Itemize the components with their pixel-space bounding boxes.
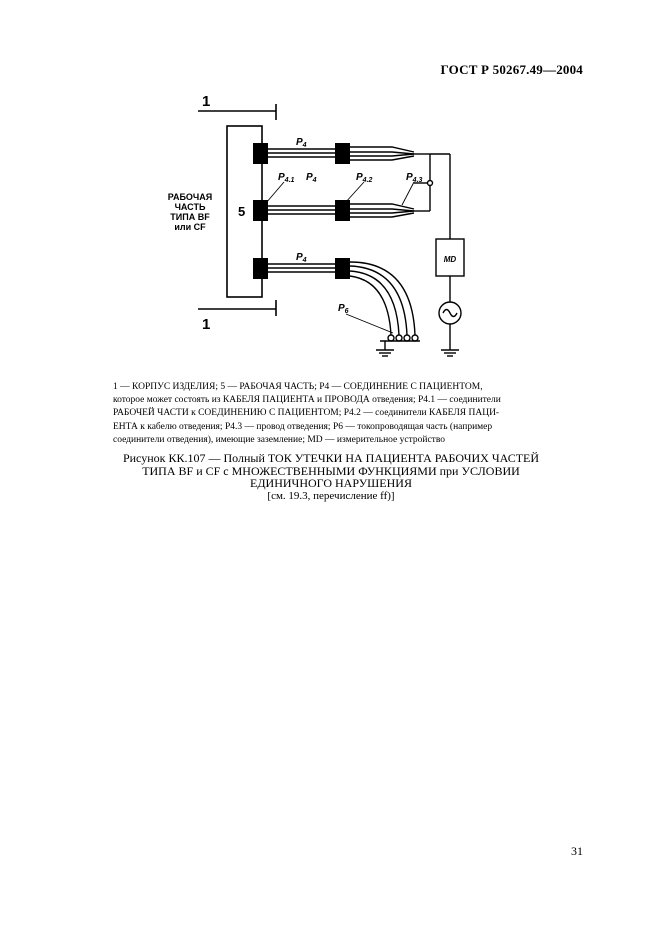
md-label: MD — [443, 255, 457, 264]
ac-source-icon — [439, 302, 461, 324]
enclosure-label-bottom: 1 — [202, 316, 211, 333]
enclosure-bottom — [198, 300, 276, 316]
legend-line: соединители отведения), имеющие заземление; MD — измерительное устройство — [113, 434, 445, 445]
label-p4-mid: $P_4$ — [306, 172, 317, 184]
svg-text:РАБОЧАЯ: РАБОЧАЯ — [167, 192, 213, 202]
connector-p42-top — [335, 143, 350, 164]
figure-caption — [108, 452, 554, 502]
connector-p41-top — [253, 143, 268, 164]
applied-part-number: 5 — [238, 204, 246, 219]
legend-line: 1 — КОРПУС ИЗДЕЛИЯ; 5 — РАБОЧАЯ ЧАСТЬ; P4 — СОЕДИНЕНИЕ С ПАЦИЕНТОМ, — [113, 382, 483, 392]
svg-text:ЧАСТЬ: ЧАСТЬ — [174, 202, 206, 212]
connector-p42-mid — [335, 200, 350, 221]
svg-text:или CF: или CF — [174, 222, 206, 232]
label-p42: $P_{4.2}$ — [356, 172, 373, 184]
label-p43: $P_{4.3}$ — [406, 172, 423, 184]
legend-line: которое может состоять из КАБЕЛЯ ПАЦИЕНТА и ПРОВОДА отведения; P4.1 — соединители — [113, 395, 501, 406]
page-number: 31 — [571, 844, 583, 858]
legend-line: РАБОЧЕЙ ЧАСТИ к СОЕДИНЕНИЮ С ПАЦИЕНТОМ; P4.2 — соединители КАБЕЛЯ ПАЦИ- — [113, 408, 500, 419]
standard-header: ГОСТ Р 50267.49—2004 — [440, 62, 583, 77]
label-p41: $P_{4.1}$ — [278, 172, 295, 184]
connector-p41-bottom — [253, 258, 268, 279]
leakage-current-diagram — [0, 0, 661, 380]
connector-p42-bottom — [335, 258, 350, 279]
caption-reference: [см. 19.3, перечисление ff)] — [267, 489, 395, 502]
connection-labels — [278, 137, 423, 315]
ground-icon-left — [376, 341, 394, 356]
label-p6: $P_6$ — [338, 303, 349, 315]
connector-p41-mid — [253, 200, 268, 221]
legend-line: ЕНТА к кабелю отведения; P4.3 — провод отведения; P6 — токопроводящая часть (например — [113, 421, 493, 432]
enclosure-label-top: 1 — [202, 93, 211, 110]
figure-legend — [113, 381, 549, 447]
caption-line: ТИПА BF и CF с МНОЖЕСТВЕННЫМИ ФУНКЦИЯМИ при УСЛОВИИ — [142, 463, 520, 478]
ground-icon-right — [441, 350, 459, 356]
svg-text:ТИПА BF: ТИПА BF — [170, 212, 210, 222]
caption-line: ЕДИНИЧНОГО НАРУШЕНИЯ — [250, 476, 412, 490]
label-p4-bottom: $P_4$ — [296, 252, 307, 264]
label-p4-top: $P_4$ — [296, 137, 307, 149]
applied-part-label — [168, 192, 212, 232]
caption-line: Рисунок КК.107 — Полный ТОК УТЕЧКИ НА ПАЦИЕНТА РАБОЧИХ ЧАСТЕЙ — [122, 451, 540, 465]
